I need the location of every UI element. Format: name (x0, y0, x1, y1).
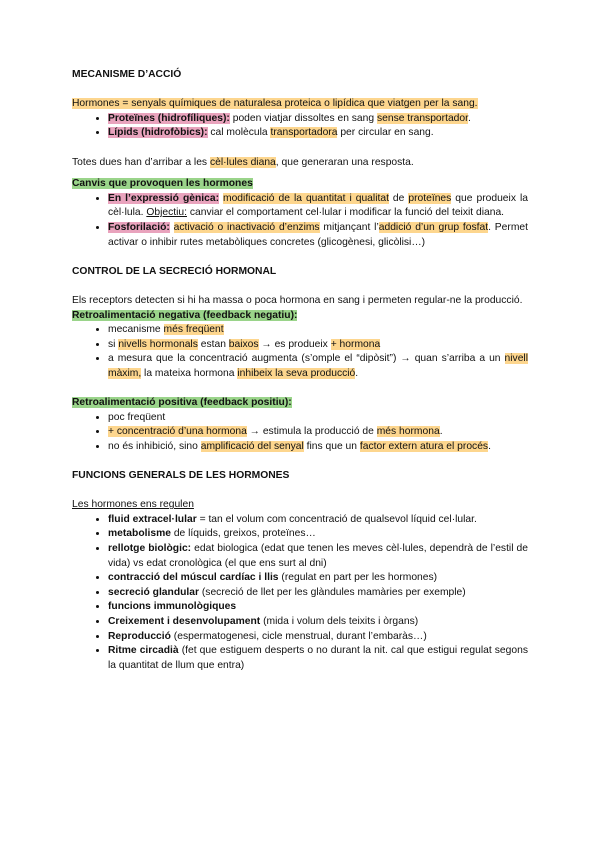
hormone-types-list (72, 112, 528, 141)
highlight: inhibeix la seva producció (237, 367, 356, 379)
list-item (108, 221, 528, 250)
subheading-regulen: Les hormones ens regulen (72, 499, 194, 511)
list-item (108, 586, 528, 601)
highlight: modificació de la quantitat i qualitat (223, 192, 389, 204)
highlight: més hormona (376, 426, 440, 438)
text: (regulat en part per les hormones) (278, 572, 438, 584)
text: de líquids, greixos, proteïnes… (170, 528, 316, 540)
section-title-funcions: FUNCIONS GENERALS DE LES HORMONES (72, 470, 290, 482)
highlight: nivells hormonals (118, 338, 198, 350)
text: . Permet activar o inhibir rutes metabòliques concretes (glicogènesi, glicòlisi…) (108, 221, 528, 248)
term-lipids: Lípids (hidrofòbics): (108, 127, 208, 139)
term-expressio: En l’expressió gènica: (108, 192, 219, 204)
list-item (108, 192, 528, 221)
highlight: més freqüent (163, 324, 224, 336)
highlight: + hormona (330, 338, 381, 350)
highlight: Hormones = senyals químiques de naturalesa proteica o lipídica que viatgen per la sang. (72, 98, 478, 110)
highlight: addició d’un grup fosfat (378, 221, 489, 233)
highlight: activació o inactivació d’enzims (173, 221, 320, 233)
term: fluid extracel·lular (108, 513, 197, 525)
list-item (108, 527, 528, 542)
text: (espermatogenesi, cicle menstrual, durant l’embaràs…) (170, 630, 427, 642)
list-item (108, 112, 528, 127)
list-item (108, 600, 528, 615)
text: (mida i volum dels teixits i òrgans) (260, 615, 419, 627)
highlight: Retroalimentació negativa (feedback negatiu): (72, 309, 298, 321)
text: = tan el volum com concentració de qualsevol líquid cel·lular. (196, 513, 477, 525)
highlight: baixos (228, 338, 259, 350)
negativa-list (72, 323, 528, 381)
highlight: cèl·lules diana (209, 156, 276, 168)
text: Totes dues han d’arribar a les (72, 156, 210, 168)
highlight: nivell màxim, (108, 353, 528, 379)
list-item (108, 571, 528, 586)
highlight: amplificació del senyal (200, 440, 304, 452)
text: poden viatjar dissoltes en sang (229, 112, 377, 124)
text: si (108, 338, 119, 350)
highlight: transportadora (270, 127, 338, 139)
text: . (488, 440, 491, 452)
text: . (355, 367, 359, 379)
term: secreció glandular (108, 586, 199, 598)
text: que produeix la cèl·lula. (108, 192, 528, 219)
text: → es produeix (258, 338, 331, 350)
term: contracció del múscul cardíac i llis (108, 572, 279, 584)
list-item (108, 630, 528, 645)
highlight: Canvis que provoquen les hormones (72, 178, 253, 190)
text: no és inhibició, sino (108, 440, 201, 452)
term: metabolisme (108, 528, 171, 540)
text: mecanisme (108, 324, 164, 336)
highlight: Retroalimentació positiva (feedback positiu): (72, 397, 292, 409)
list-item (108, 352, 528, 381)
highlight: sense transportador (376, 112, 468, 124)
text: (fet que estiguem desperts o no durant la nit. cal que estigui regulat segons la quantitat de llum que entra) (108, 645, 528, 671)
text: , que generaran una resposta. (275, 156, 414, 168)
list-item (108, 644, 528, 673)
text: estan (197, 338, 229, 350)
subheading-positiva (72, 396, 528, 411)
list-item (108, 513, 528, 528)
hormones-definition (72, 97, 528, 112)
receptors-paragraph: Els receptors detecten si hi ha massa o poca hormona en sang i permeten regular-ne la producció. (72, 294, 523, 306)
list-item (108, 425, 528, 440)
canvis-list (72, 192, 528, 250)
text: de (388, 192, 409, 204)
text: fins que un (303, 440, 360, 452)
section-title-mecanisme: MECANISME D’ACCIÓ (72, 69, 182, 80)
term: Ritme circadià (108, 645, 179, 657)
term-proteines: Proteïnes (hidrofíliques): (108, 112, 230, 124)
list-item (108, 440, 528, 455)
positiva-list (72, 411, 528, 455)
text: per circular en sang. (337, 127, 434, 139)
list-item (108, 615, 528, 630)
list-item (108, 126, 528, 141)
text: . (439, 426, 443, 438)
term: Creixement i desenvolupament (108, 615, 261, 627)
text: . (467, 112, 471, 124)
term: funcions immunològiques (108, 601, 237, 613)
text: cal molècula (207, 127, 271, 139)
list-item: • poc freqüent (108, 411, 528, 426)
term: Reproducció (108, 630, 171, 642)
highlight: factor extern atura el procés (359, 440, 489, 452)
list-item (108, 542, 528, 571)
term: rellotge biològic: (108, 543, 192, 554)
text: la mateixa hormona (141, 367, 238, 379)
subheading-canvis (72, 177, 528, 192)
highlight: proteïnes (408, 192, 452, 204)
text: (secreció de llet per les glàndules mamàries per exemple) (199, 586, 466, 598)
objectiu-label: Objectiu: (146, 207, 187, 219)
section-title-control: CONTROL DE LA SECRECIÓ HORMONAL (72, 265, 277, 277)
text: mitjançant l’ (319, 221, 379, 233)
text: canviar el comportament cel·lular i modificar la funció del teixit diana. (186, 207, 505, 219)
text: edat biologica (edat que tenen les meves cèl·lules, dependrà de l’estil de vida) vs edat cronològica (el que ens surt al dni) (108, 543, 528, 569)
highlight: + concentració d’una hormona (108, 426, 247, 438)
text: a mesura que la concentració augmenta (s’omple el “dipòsit”) → quan s’arriba a un (108, 353, 505, 365)
text: → estimula la producció de (246, 426, 377, 438)
funcions-list (72, 513, 528, 674)
list-item (108, 338, 528, 353)
term-fosforilacio: Fosforilació: (108, 221, 170, 233)
list-item (108, 323, 528, 338)
diana-paragraph (72, 156, 528, 171)
subheading-negativa (72, 309, 528, 324)
